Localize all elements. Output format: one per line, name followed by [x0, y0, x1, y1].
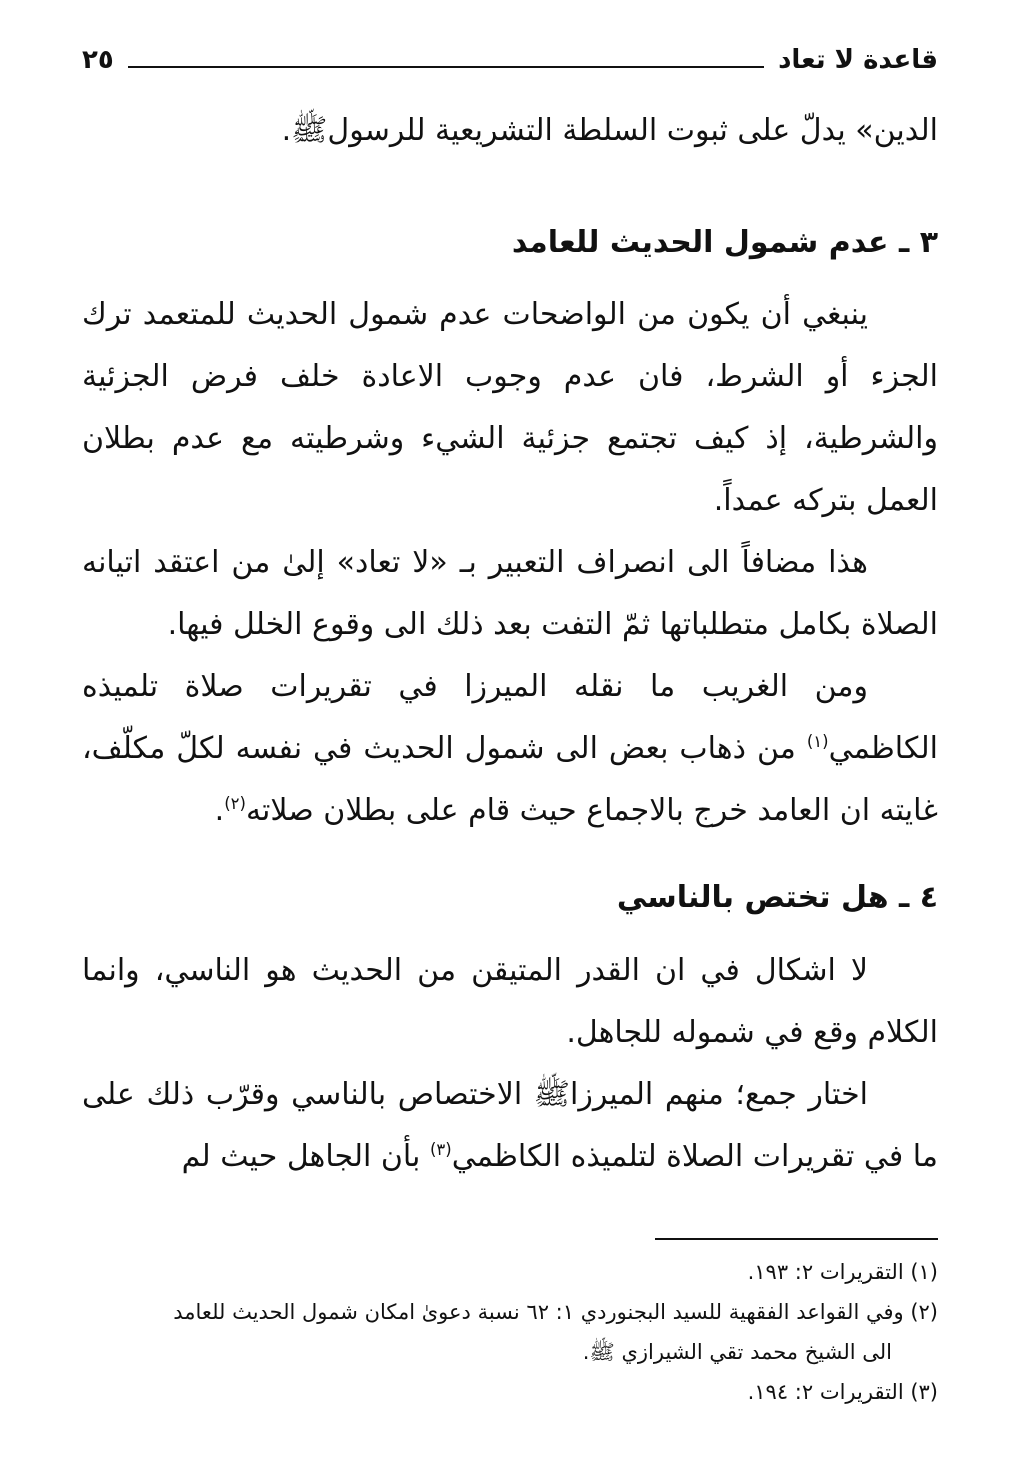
running-header — [82, 40, 938, 80]
section3-p3-part-b: من ذهاب بعض الى شمول الحديث في نفسه لكلّ مكلّف، غايته ان العامد خرج بالاجماع حيث قام على بطلان صلاته — [82, 731, 938, 828]
intro-text: الدين» يدلّ على ثبوت السلطة التشريعية للرسولﷺ. — [281, 113, 938, 148]
section4-p2-part-b: بأن الجاهل حيث لم — [181, 1139, 430, 1174]
section3-body — [82, 284, 938, 842]
footnote-ref-2[interactable]: (٢) — [224, 794, 246, 813]
section4-body — [82, 940, 938, 1188]
page-number: ٢٥ — [82, 45, 114, 75]
section3-heading: ٣ ـ عدم شمول الحديث للعامد — [511, 225, 938, 260]
section3-paragraph-2: هذا مضافاً الى انصراف التعبير بـ «لا تعاد» إلىٰ من اعتقد اتيانه الصلاة بكامل متطلباتها ثمّ التفت بعد ذلك الى وقوع الخلل فيها. — [82, 545, 938, 642]
footnotes — [82, 1252, 938, 1412]
section3-p3-part-c: . — [214, 793, 225, 828]
section4-p2-part-a: اختار جمع؛ منهم الميرزاﷺ الاختصاص بالناسي وقرّب ذلك على ما في تقريرات الصلاة لتلميذه الكاظمي — [82, 1077, 938, 1174]
header-rule — [128, 66, 764, 68]
section4-heading: ٤ ـ هل تختص بالناسي — [616, 880, 938, 915]
footnote-2-continued: الى الشيخ محمد تقي الشيرازي ﷺ. — [582, 1340, 892, 1364]
section3-p3-part-a: ومن الغريب ما نقله الميرزا في تقريرات صلاة تلميذه الكاظمي — [82, 669, 938, 766]
footnote-3: (٣) التقريرات ٢: ١٩٤. — [747, 1380, 938, 1404]
section4-paragraph-1: لا اشكال في ان القدر المتيقن من الحديث هو الناسي، وانما الكلام وقع في شموله للجاهل. — [82, 953, 938, 1050]
footnote-ref-1[interactable]: (١) — [806, 732, 829, 751]
section3-paragraph-1: ينبغي أن يكون من الواضحات عدم شمول الحديث للمتعمد ترك الجزء أو الشرط، فان عدم وجوب الاعادة خلف فرض الجزئية والشرطية، إذ كيف تجتمع جزئية الشيء وشرطيته مع عدم بطلان العمل بتركه عمداً. — [82, 297, 938, 518]
header-title: قاعدة لا تعاد — [778, 45, 938, 75]
footnote-ref-3[interactable]: (٣) — [429, 1140, 452, 1159]
intro-line — [82, 100, 938, 162]
footnote-2: (٢) وفي القواعد الفقهية للسيد البجنوردي ١: ٦٢ نسبة دعوىٰ امكان شمول الحديث للعامد — [173, 1300, 938, 1324]
section4-paragraph-2 — [82, 1064, 938, 1188]
footnote-1: (١) التقريرات ٢: ١٩٣. — [747, 1260, 938, 1284]
section3-paragraph-3 — [82, 656, 938, 842]
footnote-separator — [655, 1238, 938, 1240]
